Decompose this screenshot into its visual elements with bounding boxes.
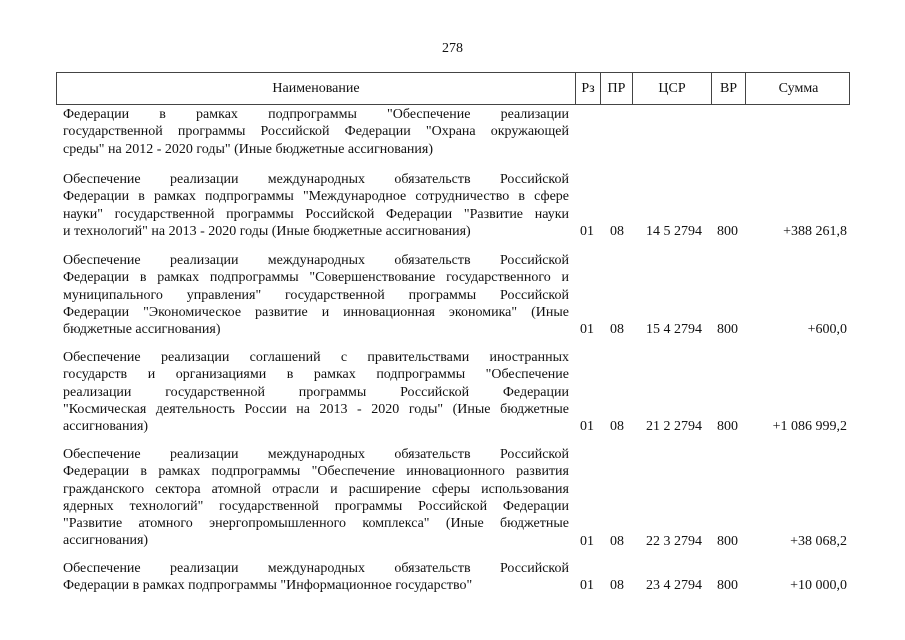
row-name-line: ассигнования) [63,419,149,435]
row-name-line: Федерации в рамках подпрограммы "Международное сотрудничество в сфере [63,189,569,205]
page-number: 278 [442,41,463,56]
row-name [63,106,569,158]
row-name-line: Обеспечение реализации международных обязательств Российской [63,172,569,187]
row-rz: 01 [580,533,594,549]
header-rz: Рз [575,73,600,104]
row-name-line: гражданского сектора атомной отрасли и расширение сферы использования [63,481,569,497]
table-header [56,72,850,105]
header-csr: ЦСР [632,73,711,104]
row-name-line: государств и организациями в рамках подпрограммы "Обеспечение [63,367,569,383]
row-name-line: "Развитие атомного энергопромышленного комплекса" (Иные бюджетные [63,516,569,532]
row-name-line: ядерных технологий" государственной программы Российской Федерации [63,498,569,514]
row-pr: 08 [610,322,624,338]
row-name-line: реализации государственной программы Российской Федерации [63,384,569,400]
row-sum: +1 086 999,2 [772,419,847,435]
row-name-line: Обеспечение реализации международных обязательств Российской [63,561,569,576]
row-pr: 08 [610,419,624,435]
row-vr: 800 [717,578,738,594]
row-rz: 01 [580,322,594,338]
row-name-line: "Космическая деятельность России на 2013 - 2020 годы" (Иные бюджетные [63,401,569,417]
row-pr: 08 [610,578,624,594]
row-vr: 800 [717,322,738,338]
header-name: Наименование [272,80,360,96]
row-name [63,349,569,435]
row-name-line: Федерации в рамках подпрограммы "Информационное государство" [63,578,473,594]
row-rz: 01 [580,223,594,239]
row-name-line: бюджетные ассигнования) [63,322,221,338]
row-name-line: Обеспечение реализации международных обязательств Российской [63,253,569,268]
row-sum: +10 000,0 [790,578,847,594]
row-pr: 08 [610,533,624,549]
row-csr: 14 5 2794 [646,223,702,239]
header-pr: ПР [600,73,632,104]
row-name-line: государственной программы Российской Федерации "Охрана окружающей [63,124,569,140]
row-sum: +388 261,8 [783,223,847,239]
row-name-line: Федерации в рамках подпрограммы "Обеспечение реализации [63,107,569,122]
row-vr: 800 [717,419,738,435]
row-name-line: и технологий" на 2013 - 2020 годы (Иные бюджетные ассигнования) [63,223,471,239]
row-name-line: среды" на 2012 - 2020 годы" (Иные бюджетные ассигнования) [63,141,433,157]
row-name-line: Федерации "Экономическое развитие и инновационная экономика" (Иные [63,304,569,320]
row-name-line: Обеспечение реализации соглашений с правительствами иностранных [63,350,569,365]
row-csr: 15 4 2794 [646,322,702,338]
row-name-line: Федерации в рамках подпрограммы "Совершенствование государственного и [63,270,569,286]
row-name-line: муниципального управления" государственной программы Российской [63,287,569,303]
row-name-line: Федерации в рамках подпрограммы "Обеспечение инновационного развития [63,464,569,480]
row-name-line: науки" государственной программы Российской Федерации "Развитие науки [63,206,569,222]
row-rz: 01 [580,578,594,594]
row-name [63,252,569,338]
row-sum: +600,0 [807,322,847,338]
row-name-line: Обеспечение реализации международных обязательств Российской [63,447,569,462]
header-sum: Сумма [745,73,851,104]
header-vr: ВР [711,73,745,104]
row-name-line: ассигнования) [63,533,149,549]
row-csr: 21 2 2794 [646,419,702,435]
row-csr: 22 3 2794 [646,533,702,549]
row-name [63,446,569,550]
row-rz: 01 [580,419,594,435]
row-pr: 08 [610,223,624,239]
row-vr: 800 [717,533,738,549]
row-sum: +38 068,2 [790,533,847,549]
row-csr: 23 4 2794 [646,578,702,594]
row-vr: 800 [717,223,738,239]
row-name [63,171,569,240]
row-name [63,560,569,595]
